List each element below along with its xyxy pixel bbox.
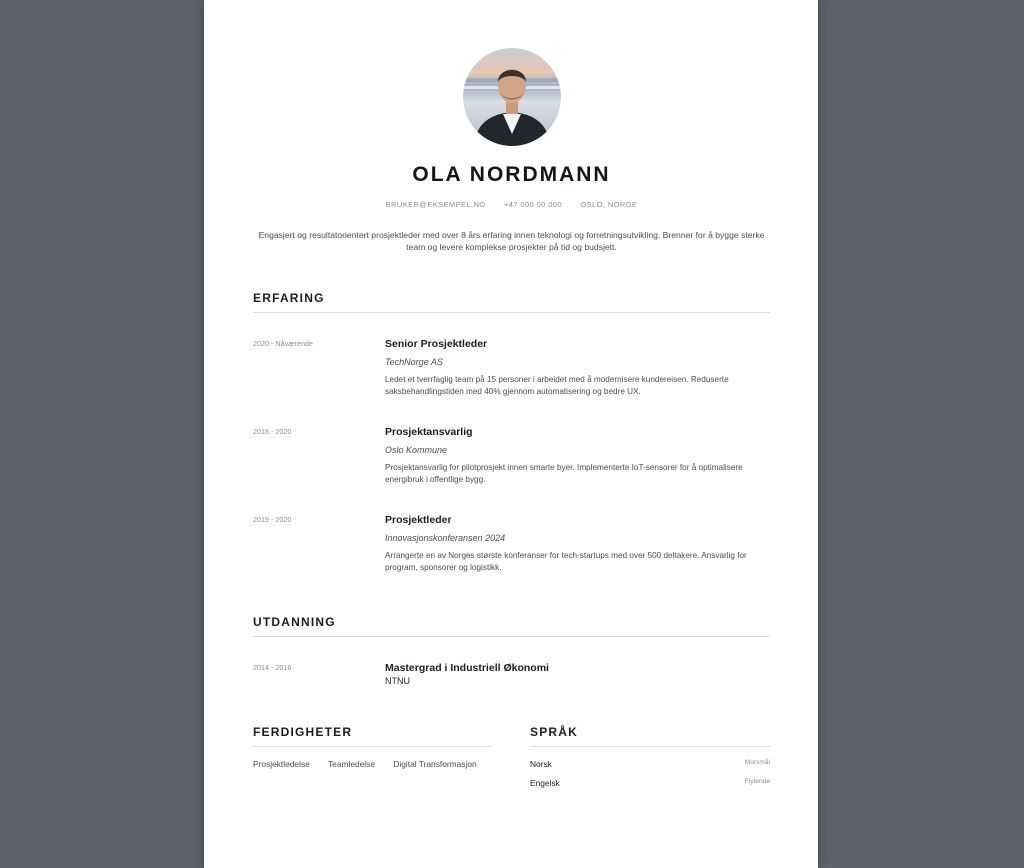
contact-location: OSLO, NORGE <box>580 200 638 209</box>
experience-heading: ERFARING <box>253 291 325 305</box>
language-name: Engelsk <box>530 778 560 788</box>
experience-role: Prosjektleder <box>385 514 452 526</box>
language-item <box>530 759 770 769</box>
skills-divider <box>253 746 493 747</box>
experience-desc: Arrangerte en av Norges største konferanser for tech-startups med over 500 deltakere. Ansvarlig for program, sponsorer og logistikk. <box>385 551 747 572</box>
education-divider <box>253 636 770 637</box>
profile-photo-image <box>463 48 561 146</box>
skills-list <box>253 759 493 769</box>
contact-phone[interactable]: +47 000 00 000 <box>503 200 562 209</box>
languages-divider <box>530 746 770 747</box>
experience-role: Senior Prosjektleder <box>385 338 488 350</box>
contact-email[interactable]: BRUKER@EKSEMPEL.NO <box>385 200 486 209</box>
skill-item: Prosjektledelse <box>253 759 310 769</box>
skills-heading: FERDIGHETER <box>253 725 353 739</box>
skill-item: Digital Transformasjon <box>393 759 477 769</box>
candidate-name: OLA NORDMANN <box>412 163 611 186</box>
experience-date: 2018 - 2020 <box>253 427 292 436</box>
education-degree: Mastergrad i Industriell Økonomi <box>385 662 549 674</box>
language-item <box>530 778 770 788</box>
experience-date: 2020 - Nåværende <box>253 339 313 348</box>
language-level: Morsmål <box>744 759 770 766</box>
education-heading: UTDANNING <box>253 615 336 629</box>
education-institution: NTNU <box>385 676 410 686</box>
experience-org: Innovasjonskonferansen 2024 <box>385 533 506 543</box>
profile-summary: Engasjert og resultatorientert prosjektleder med over 8 års erfaring innen teknologi og forretningsutvikling. Brenner for å bygge sterke team og levere komplekse prosjekter på tid og budsjett. <box>258 230 765 252</box>
languages-heading: SPRÅK <box>530 725 579 739</box>
profile-photo <box>463 48 561 146</box>
experience-role: Prosjektansvarlig <box>385 426 473 438</box>
experience-desc: Prosjektansvarlig for pilotprosjekt innen smarte byer. Implementerte IoT-sensorer for å optimalisere energibruk i offentlige bygg. <box>385 463 743 484</box>
experience-divider <box>253 312 770 313</box>
experience-org: Oslo Kommune <box>385 445 448 455</box>
education-date: 2014 - 2016 <box>253 663 292 672</box>
experience-org: TechNorge AS <box>385 357 443 367</box>
contact-info <box>253 200 770 209</box>
experience-date: 2019 - 2020 <box>253 515 292 524</box>
language-level: Flytende <box>744 778 770 785</box>
language-name: Norsk <box>530 759 552 769</box>
resume-page <box>204 0 818 868</box>
skill-item: Teamledelse <box>327 759 376 769</box>
experience-desc: Ledet et tverrfaglig team på 15 personer i arbeidet med å modernisere kundereisen. Reduserte saksbehandlingstiden med 40% gjennom automatisering og bedre UX. <box>385 375 729 396</box>
